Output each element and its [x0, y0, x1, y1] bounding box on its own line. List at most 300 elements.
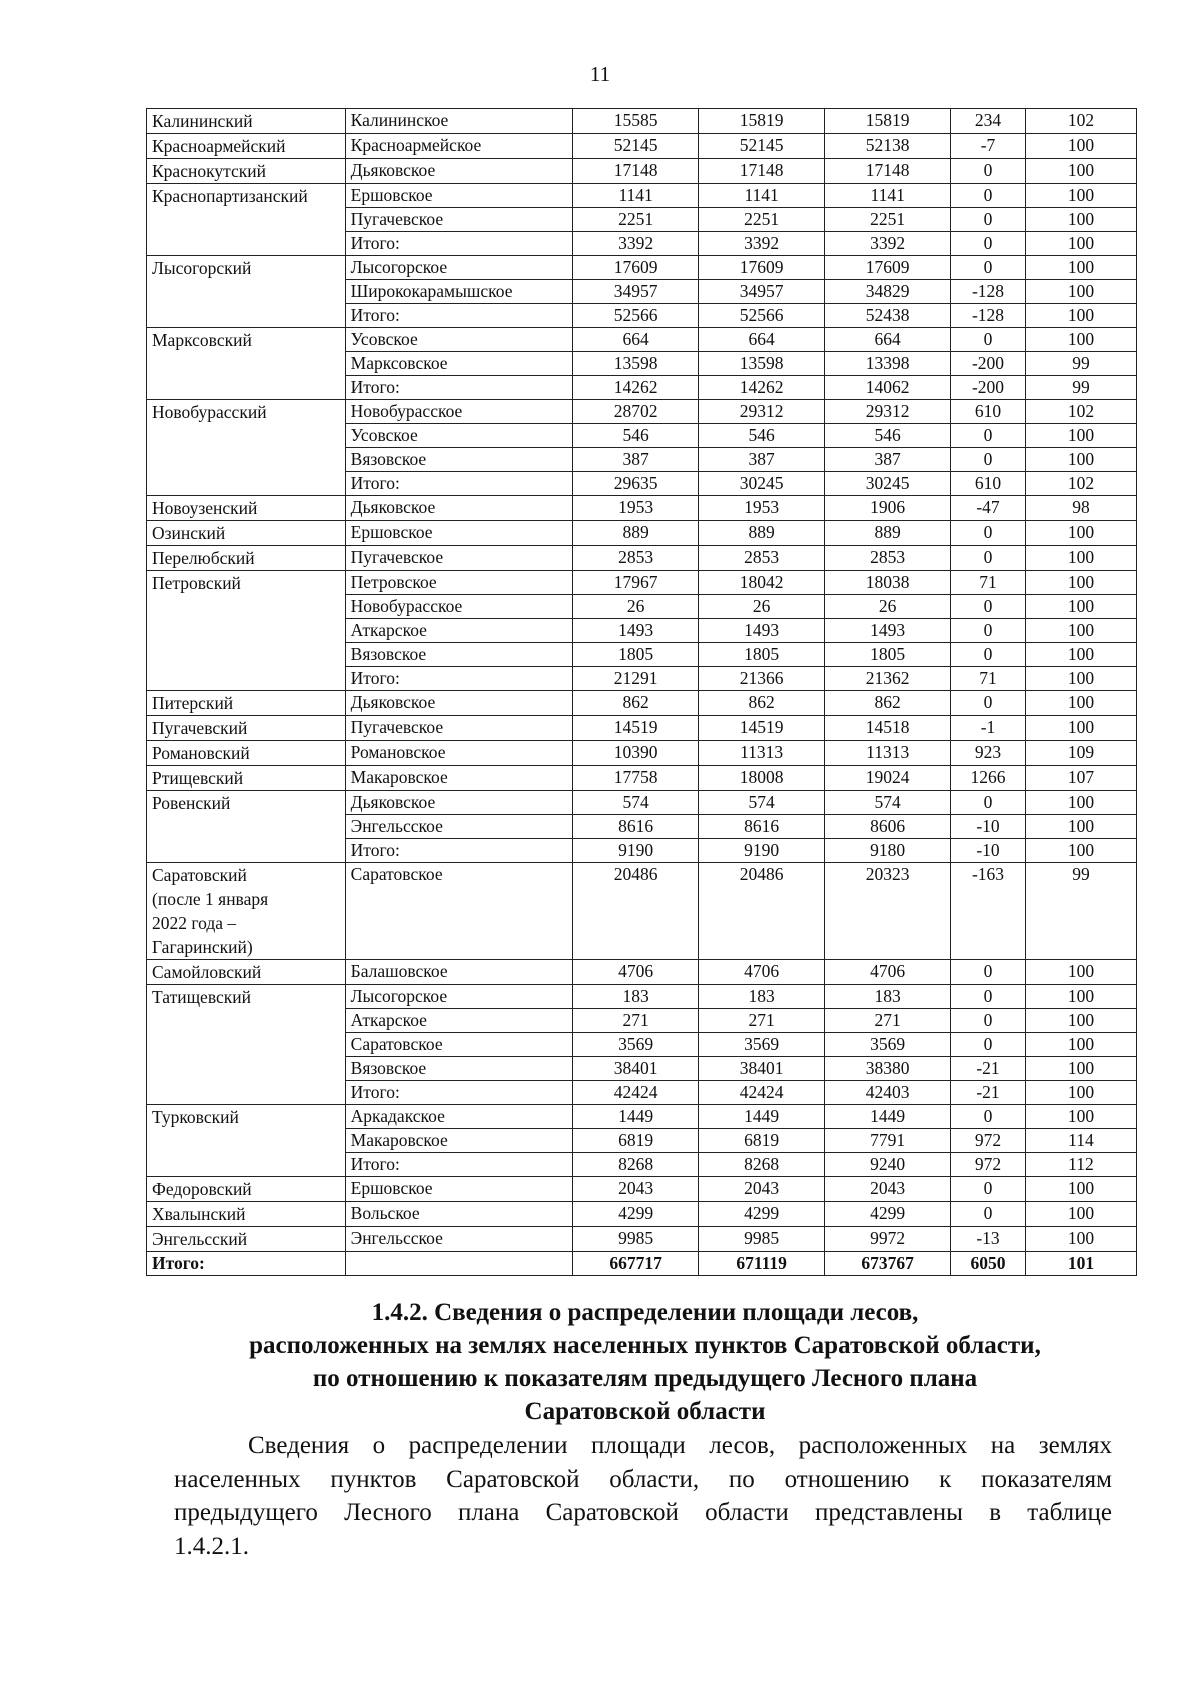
value-cell: 100 — [1025, 1202, 1136, 1227]
value-cell: 9180 — [825, 839, 951, 863]
value-cell: 26 — [573, 595, 699, 619]
forestry-cell: Дьяковское — [345, 691, 572, 716]
forestry-cell: Итого: — [345, 1081, 572, 1105]
forestry-cell: Итого: — [345, 1153, 572, 1177]
forestry-cell: Аткарское — [345, 619, 572, 643]
value-cell: 3392 — [573, 232, 699, 256]
value-cell: 29312 — [699, 400, 825, 424]
value-cell: 1449 — [699, 1105, 825, 1129]
value-cell: 100 — [1025, 985, 1136, 1009]
forestry-cell: Романовское — [345, 741, 572, 766]
table-row — [147, 256, 1137, 280]
paragraph-line: Сведения о распределении площади лесов, расположенных на землях — [248, 1432, 1112, 1459]
value-cell: 100 — [1025, 208, 1136, 232]
value-cell: 98 — [1025, 496, 1136, 521]
value-cell: 100 — [1025, 691, 1136, 716]
value-cell: 0 — [951, 1105, 1026, 1129]
value-cell: 102 — [1025, 472, 1136, 496]
value-cell: 183 — [573, 985, 699, 1009]
total-value: 671119 — [699, 1252, 825, 1276]
district-cell: Перелюбский — [147, 546, 346, 571]
district-cell: Пугачевский — [147, 716, 346, 741]
value-cell: 100 — [1025, 1177, 1136, 1202]
value-cell: 0 — [951, 546, 1026, 571]
value-cell: 30245 — [825, 472, 951, 496]
district-cell: Романовский — [147, 741, 346, 766]
value-cell: 0 — [951, 960, 1026, 985]
value-cell: 2043 — [825, 1177, 951, 1202]
value-cell: 100 — [1025, 1081, 1136, 1105]
forestry-cell: Петровское — [345, 571, 572, 595]
table-row — [147, 960, 1137, 985]
value-cell: 546 — [573, 424, 699, 448]
value-cell: 0 — [951, 985, 1026, 1009]
heading-line: расположенных на землях населенных пунктов Саратовской области, — [249, 1332, 1041, 1359]
value-cell: -10 — [951, 815, 1026, 839]
table-row — [147, 184, 1137, 208]
value-cell: 1493 — [573, 619, 699, 643]
value-cell: 2043 — [573, 1177, 699, 1202]
forestry-cell: Балашовское — [345, 960, 572, 985]
value-cell: 4299 — [573, 1202, 699, 1227]
value-cell: 14519 — [699, 716, 825, 741]
value-cell: 1805 — [573, 643, 699, 667]
value-cell: 100 — [1025, 595, 1136, 619]
value-cell: 3569 — [573, 1033, 699, 1057]
value-cell: 42424 — [699, 1081, 825, 1105]
section-paragraph — [174, 1429, 1112, 1563]
value-cell: 100 — [1025, 424, 1136, 448]
value-cell: -200 — [951, 376, 1026, 400]
value-cell: 38380 — [825, 1057, 951, 1081]
forestry-cell: Вязовское — [345, 1057, 572, 1081]
value-cell: 99 — [1025, 352, 1136, 376]
forestry-cell: Пугачевское — [345, 208, 572, 232]
table-row — [147, 691, 1137, 716]
value-cell: 574 — [825, 791, 951, 815]
value-cell: 0 — [951, 619, 1026, 643]
district-cell: Петровский — [147, 571, 346, 691]
value-cell: 17609 — [573, 256, 699, 280]
value-cell: 15819 — [825, 109, 951, 134]
value-cell: 112 — [1025, 1153, 1136, 1177]
forestry-cell: Итого: — [345, 472, 572, 496]
value-cell: 546 — [699, 424, 825, 448]
value-cell: 3392 — [825, 232, 951, 256]
value-cell: 34957 — [699, 280, 825, 304]
value-cell: 862 — [699, 691, 825, 716]
value-cell: 114 — [1025, 1129, 1136, 1153]
forestry-cell: Новобурасское — [345, 400, 572, 424]
value-cell: 14519 — [573, 716, 699, 741]
value-cell: 15585 — [573, 109, 699, 134]
forest-area-table — [146, 108, 1137, 1276]
value-cell: 21291 — [573, 667, 699, 691]
value-cell: 100 — [1025, 619, 1136, 643]
value-cell: 889 — [825, 521, 951, 546]
value-cell: 6819 — [573, 1129, 699, 1153]
value-cell: -21 — [951, 1081, 1026, 1105]
value-cell: 100 — [1025, 328, 1136, 352]
value-cell: 1266 — [951, 766, 1026, 791]
forestry-cell: Пугачевское — [345, 716, 572, 741]
forestry-cell: Энгельсское — [345, 1227, 572, 1252]
value-cell: 18042 — [699, 571, 825, 595]
value-cell: 18038 — [825, 571, 951, 595]
district-cell: Турковский — [147, 1105, 346, 1177]
district-cell: Краснокутский — [147, 159, 346, 184]
value-cell: 0 — [951, 208, 1026, 232]
total-value: 673767 — [825, 1252, 951, 1276]
table-row — [147, 400, 1137, 424]
value-cell: 1953 — [699, 496, 825, 521]
value-cell: 972 — [951, 1129, 1026, 1153]
value-cell: -128 — [951, 280, 1026, 304]
value-cell: 6819 — [699, 1129, 825, 1153]
total-value — [345, 1252, 572, 1276]
value-cell: 9985 — [573, 1227, 699, 1252]
total-value: 6050 — [951, 1252, 1026, 1276]
district-cell: Марксовский — [147, 328, 346, 400]
value-cell: 11313 — [825, 741, 951, 766]
forestry-cell: Ширококарамышское — [345, 280, 572, 304]
value-cell: -1 — [951, 716, 1026, 741]
value-cell: 387 — [699, 448, 825, 472]
district-cell: Саратовский (после 1 января 2022 года – Гагаринский) — [147, 863, 346, 960]
value-cell: 34829 — [825, 280, 951, 304]
table-row — [147, 109, 1137, 134]
value-cell: 14062 — [825, 376, 951, 400]
value-cell: 610 — [951, 400, 1026, 424]
value-cell: -163 — [951, 863, 1026, 960]
forestry-cell: Саратовское — [345, 1033, 572, 1057]
value-cell: 21366 — [699, 667, 825, 691]
value-cell: 38401 — [573, 1057, 699, 1081]
table-row — [147, 496, 1137, 521]
value-cell: 38401 — [699, 1057, 825, 1081]
value-cell: 4706 — [699, 960, 825, 985]
value-cell: 52566 — [699, 304, 825, 328]
value-cell: 4706 — [573, 960, 699, 985]
value-cell: 13598 — [699, 352, 825, 376]
value-cell: 52138 — [825, 134, 951, 159]
heading-line: Саратовской области — [524, 1398, 766, 1425]
paragraph-line: населенных пунктов Саратовской области, по отношению к показателям — [174, 1465, 1112, 1493]
value-cell: 100 — [1025, 791, 1136, 815]
value-cell: 0 — [951, 328, 1026, 352]
district-cell: Федоровский — [147, 1177, 346, 1202]
value-cell: -47 — [951, 496, 1026, 521]
value-cell: 4299 — [699, 1202, 825, 1227]
value-cell: 1449 — [825, 1105, 951, 1129]
value-cell: 972 — [951, 1153, 1026, 1177]
value-cell: 17758 — [573, 766, 699, 791]
value-cell: 2853 — [825, 546, 951, 571]
value-cell: 0 — [951, 595, 1026, 619]
value-cell: 20323 — [825, 863, 951, 960]
district-cell: Ртищевский — [147, 766, 346, 791]
value-cell: 387 — [573, 448, 699, 472]
value-cell: 4299 — [825, 1202, 951, 1227]
value-cell: 2853 — [573, 546, 699, 571]
value-cell: 183 — [699, 985, 825, 1009]
value-cell: 0 — [951, 232, 1026, 256]
value-cell: 13398 — [825, 352, 951, 376]
value-cell: 52145 — [573, 134, 699, 159]
value-cell: 15819 — [699, 109, 825, 134]
forestry-cell: Вязовское — [345, 448, 572, 472]
heading-line: 1.4.2. Сведения о распределении площади лесов, — [371, 1299, 919, 1326]
district-cell: Калининский — [147, 109, 346, 134]
value-cell: 19024 — [825, 766, 951, 791]
value-cell: 11313 — [699, 741, 825, 766]
value-cell: 0 — [951, 521, 1026, 546]
value-cell: 574 — [573, 791, 699, 815]
value-cell: -13 — [951, 1227, 1026, 1252]
value-cell: 100 — [1025, 448, 1136, 472]
value-cell: 0 — [951, 184, 1026, 208]
value-cell: 100 — [1025, 184, 1136, 208]
value-cell: 10390 — [573, 741, 699, 766]
value-cell: 3392 — [699, 232, 825, 256]
value-cell: 100 — [1025, 1227, 1136, 1252]
value-cell: 8616 — [573, 815, 699, 839]
forestry-cell: Лысогорское — [345, 985, 572, 1009]
value-cell: 100 — [1025, 571, 1136, 595]
value-cell: 889 — [699, 521, 825, 546]
total-label: Итого: — [147, 1252, 346, 1276]
value-cell: 100 — [1025, 159, 1136, 184]
value-cell: 0 — [951, 1177, 1026, 1202]
forestry-cell: Итого: — [345, 667, 572, 691]
value-cell: 0 — [951, 1202, 1026, 1227]
value-cell: 26 — [699, 595, 825, 619]
table-row — [147, 863, 1137, 960]
paragraph-line: предыдущего Лесного плана Саратовской области представлены в таблице — [174, 1499, 1112, 1526]
value-cell: 8616 — [699, 815, 825, 839]
value-cell: 71 — [951, 667, 1026, 691]
value-cell: 100 — [1025, 546, 1136, 571]
value-cell: 34957 — [573, 280, 699, 304]
value-cell: -128 — [951, 304, 1026, 328]
forestry-cell: Усовское — [345, 328, 572, 352]
value-cell: 100 — [1025, 304, 1136, 328]
table-body — [147, 109, 1137, 1276]
value-cell: 28702 — [573, 400, 699, 424]
value-cell: 18008 — [699, 766, 825, 791]
value-cell: 100 — [1025, 134, 1136, 159]
total-row — [147, 1252, 1137, 1276]
value-cell: -200 — [951, 352, 1026, 376]
district-cell: Хвалынский — [147, 1202, 346, 1227]
value-cell: 9972 — [825, 1227, 951, 1252]
value-cell: 30245 — [699, 472, 825, 496]
value-cell: 52145 — [699, 134, 825, 159]
table-row — [147, 546, 1137, 571]
value-cell: 14262 — [573, 376, 699, 400]
value-cell: -10 — [951, 839, 1026, 863]
value-cell: 3569 — [699, 1033, 825, 1057]
forestry-cell: Новобурасское — [345, 595, 572, 619]
table-row — [147, 159, 1137, 184]
value-cell: 2853 — [699, 546, 825, 571]
value-cell: 271 — [825, 1009, 951, 1033]
value-cell: 100 — [1025, 839, 1136, 863]
forestry-cell: Вольское — [345, 1202, 572, 1227]
value-cell: 2251 — [573, 208, 699, 232]
district-cell: Татищевский — [147, 985, 346, 1105]
forestry-cell: Пугачевское — [345, 546, 572, 571]
value-cell: 99 — [1025, 376, 1136, 400]
value-cell: 107 — [1025, 766, 1136, 791]
table-row — [147, 1105, 1137, 1129]
value-cell: 8268 — [573, 1153, 699, 1177]
value-cell: 2251 — [699, 208, 825, 232]
value-cell: 100 — [1025, 1105, 1136, 1129]
value-cell: 1493 — [825, 619, 951, 643]
value-cell: 17148 — [573, 159, 699, 184]
value-cell: 2043 — [699, 1177, 825, 1202]
forestry-cell: Итого: — [345, 376, 572, 400]
table-row — [147, 716, 1137, 741]
table-row — [147, 1177, 1137, 1202]
value-cell: 20486 — [699, 863, 825, 960]
district-cell: Самойловский — [147, 960, 346, 985]
value-cell: 862 — [825, 691, 951, 716]
value-cell: 9985 — [699, 1227, 825, 1252]
value-cell: 9190 — [573, 839, 699, 863]
district-cell: Краснопартизанский — [147, 184, 346, 256]
value-cell: -7 — [951, 134, 1026, 159]
value-cell: 8606 — [825, 815, 951, 839]
value-cell: 0 — [951, 256, 1026, 280]
total-value: 101 — [1025, 1252, 1136, 1276]
value-cell: 2251 — [825, 208, 951, 232]
table-row — [147, 1202, 1137, 1227]
value-cell: 100 — [1025, 1033, 1136, 1057]
value-cell: 271 — [699, 1009, 825, 1033]
district-cell: Новоузенский — [147, 496, 346, 521]
value-cell: 0 — [951, 159, 1026, 184]
value-cell: 17967 — [573, 571, 699, 595]
forestry-cell: Лысогорское — [345, 256, 572, 280]
value-cell: 100 — [1025, 1009, 1136, 1033]
forestry-cell: Красноармейское — [345, 134, 572, 159]
value-cell: 17148 — [825, 159, 951, 184]
value-cell: 1141 — [699, 184, 825, 208]
district-cell: Ровенский — [147, 791, 346, 863]
value-cell: 183 — [825, 985, 951, 1009]
table-row — [147, 741, 1137, 766]
table-row — [147, 521, 1137, 546]
value-cell: 100 — [1025, 960, 1136, 985]
value-cell: 17609 — [825, 256, 951, 280]
value-cell: 923 — [951, 741, 1026, 766]
value-cell: 100 — [1025, 716, 1136, 741]
value-cell: 9240 — [825, 1153, 951, 1177]
value-cell: 14262 — [699, 376, 825, 400]
value-cell: 109 — [1025, 741, 1136, 766]
page-number: 11 — [589, 62, 611, 86]
value-cell: 546 — [825, 424, 951, 448]
forestry-cell: Макаровское — [345, 1129, 572, 1153]
district-cell: Красноармейский — [147, 134, 346, 159]
value-cell: 17148 — [699, 159, 825, 184]
value-cell: 862 — [573, 691, 699, 716]
value-cell: 234 — [951, 109, 1026, 134]
forestry-cell: Саратовское — [345, 863, 572, 960]
value-cell: 26 — [825, 595, 951, 619]
value-cell: 100 — [1025, 256, 1136, 280]
forestry-cell: Марксовское — [345, 352, 572, 376]
value-cell: 7791 — [825, 1129, 951, 1153]
value-cell: 42403 — [825, 1081, 951, 1105]
forestry-cell: Дьяковское — [345, 496, 572, 521]
value-cell: 29312 — [825, 400, 951, 424]
value-cell: 9190 — [699, 839, 825, 863]
table-row — [147, 1227, 1137, 1252]
value-cell: 0 — [951, 1033, 1026, 1057]
total-value: 667717 — [573, 1252, 699, 1276]
value-cell: 0 — [951, 691, 1026, 716]
district-cell: Новобурасский — [147, 400, 346, 496]
table-row — [147, 985, 1137, 1009]
value-cell: 0 — [951, 424, 1026, 448]
value-cell: 1953 — [573, 496, 699, 521]
value-cell: 664 — [825, 328, 951, 352]
value-cell: 1805 — [825, 643, 951, 667]
forestry-cell: Энгельсское — [345, 815, 572, 839]
value-cell: 52438 — [825, 304, 951, 328]
value-cell: 0 — [951, 643, 1026, 667]
district-cell: Энгельсский — [147, 1227, 346, 1252]
value-cell: 100 — [1025, 280, 1136, 304]
value-cell: 13598 — [573, 352, 699, 376]
value-cell: 3569 — [825, 1033, 951, 1057]
forestry-cell: Вязовское — [345, 643, 572, 667]
forestry-cell: Итого: — [345, 232, 572, 256]
value-cell: 71 — [951, 571, 1026, 595]
value-cell: 0 — [951, 791, 1026, 815]
table-row — [147, 766, 1137, 791]
value-cell: 17609 — [699, 256, 825, 280]
forestry-cell: Ершовское — [345, 521, 572, 546]
forestry-cell: Итого: — [345, 304, 572, 328]
value-cell: 8268 — [699, 1153, 825, 1177]
value-cell: 0 — [951, 1009, 1026, 1033]
value-cell: 29635 — [573, 472, 699, 496]
value-cell: 889 — [573, 521, 699, 546]
district-cell: Озинский — [147, 521, 346, 546]
value-cell: 1493 — [699, 619, 825, 643]
value-cell: 20486 — [573, 863, 699, 960]
value-cell: 574 — [699, 791, 825, 815]
table-row — [147, 328, 1137, 352]
forestry-cell: Аркадакское — [345, 1105, 572, 1129]
value-cell: 100 — [1025, 232, 1136, 256]
value-cell: 4706 — [825, 960, 951, 985]
value-cell: 100 — [1025, 1057, 1136, 1081]
district-cell: Питерский — [147, 691, 346, 716]
value-cell: 42424 — [573, 1081, 699, 1105]
value-cell: -21 — [951, 1057, 1026, 1081]
forestry-cell: Усовское — [345, 424, 572, 448]
district-cell: Лысогорский — [147, 256, 346, 328]
value-cell: 387 — [825, 448, 951, 472]
value-cell: 21362 — [825, 667, 951, 691]
value-cell: 100 — [1025, 815, 1136, 839]
forestry-cell: Ершовское — [345, 184, 572, 208]
